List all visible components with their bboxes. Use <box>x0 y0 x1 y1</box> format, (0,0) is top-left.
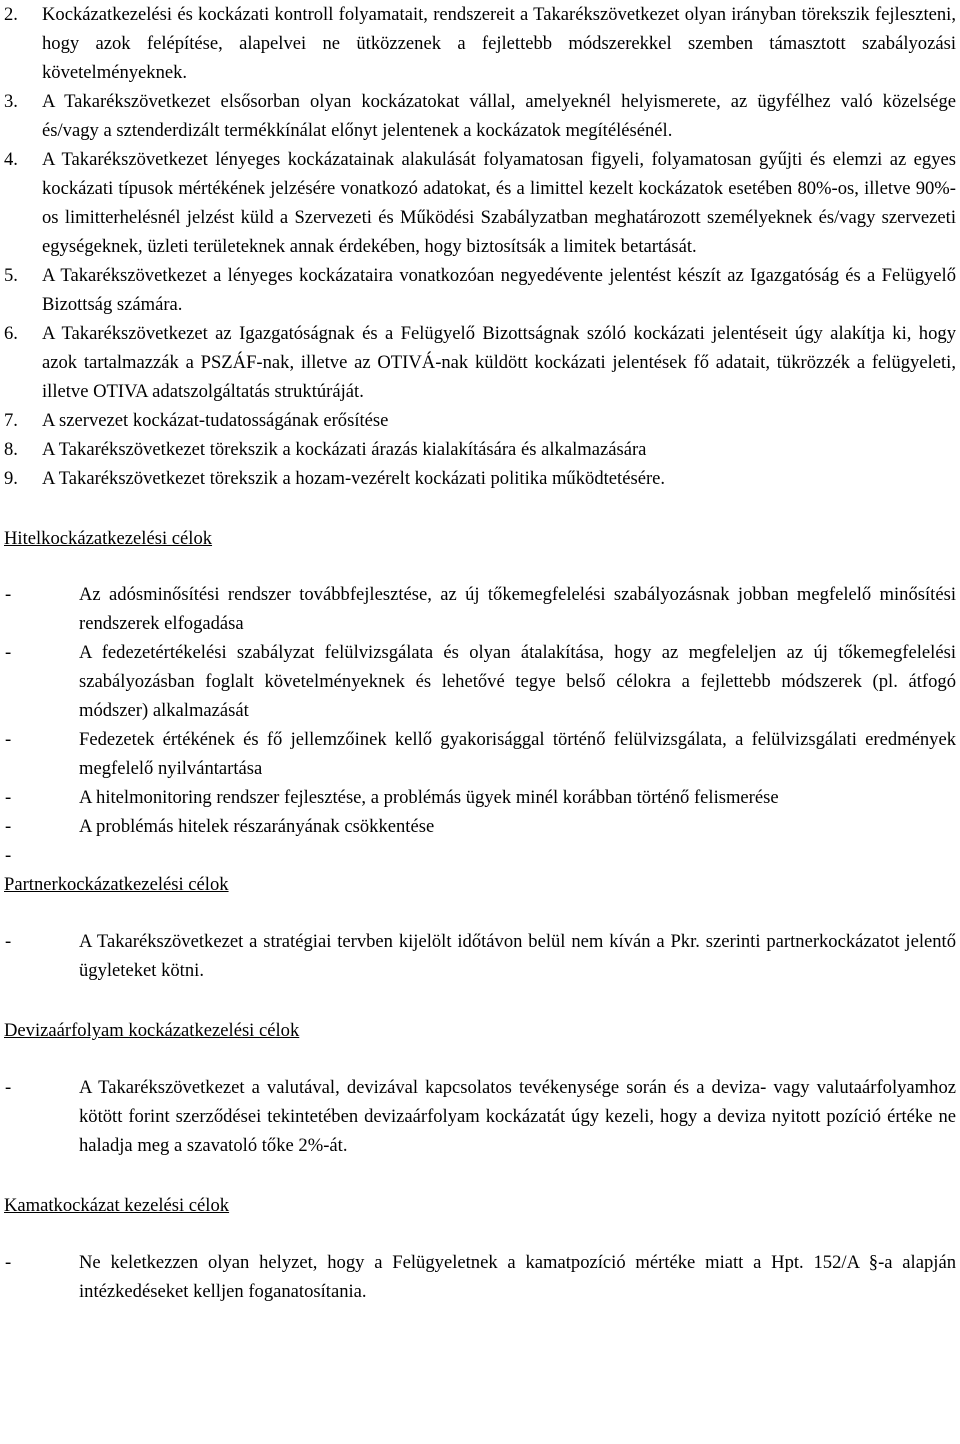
bullet-dash: - <box>5 931 12 952</box>
item-number: 9. <box>4 468 18 489</box>
list-item-text: Ne keletkezzen olyan helyzet, hogy a Felügyeletnek a kamatpozíció mértéke miatt a Hpt. 152/A §-a alapján intézkedéseket kelljen foganatosítania. <box>79 1252 956 1302</box>
numbered-item <box>4 145 956 261</box>
list-item-text: A problémás hitelek részarányának csökkentése <box>79 816 435 837</box>
bullet-dash: - <box>5 584 12 605</box>
numbered-item <box>4 464 956 493</box>
numbered-item <box>4 0 956 87</box>
spacer <box>4 1220 956 1248</box>
item-number: 8. <box>4 439 18 460</box>
bullet-list-deviza <box>4 1073 956 1160</box>
item-number: 3. <box>4 91 18 112</box>
spacer <box>4 1045 956 1073</box>
list-item-text: A hitelmonitoring rendszer fejlesztése, a problémás ügyek minél korábban történő felismerése <box>79 787 779 808</box>
section-title-deviza: Devizaárfolyam kockázatkezelési célok <box>4 1020 300 1041</box>
item-text: A Takarékszövetkezet elsősorban olyan kockázatokat vállal, amelyeknél helyismerete, az ügyfélhez való közelsége és/vagy a sztenderdizált termékkínálat előnyt jelentenek a kockázatok megítélésénél. <box>42 91 956 141</box>
list-item <box>4 580 956 638</box>
numbered-item <box>4 261 956 319</box>
numbered-item <box>4 319 956 406</box>
list-item <box>4 812 956 841</box>
bullet-dash: - <box>5 845 12 866</box>
item-number: 7. <box>4 410 18 431</box>
bullet-list-partner <box>4 927 956 985</box>
bullet-dash: - <box>5 729 12 750</box>
item-text: A Takarékszövetkezet a lényeges kockázataira vonatkozóan negyedévente jelentést készít az Igazgatóság és a Felügyelő Bizottság számára. <box>42 265 956 315</box>
item-text: A szervezet kockázat-tudatosságának erősítése <box>42 410 389 431</box>
item-number: 5. <box>4 265 18 286</box>
numbered-item <box>4 87 956 145</box>
list-item-text: Az adósminősítési rendszer továbbfejlesztése, az új tőkemegfelelési szabályozásnak jobban megfelelő minősítési rendszerek elfogadása <box>79 584 956 634</box>
list-item-text: Fedezetek értékének és fő jellemzőinek kellő gyakorisággal történő felülvizsgálata, a felülvizsgálati eredmények megfelelő nyilvántartása <box>79 729 956 779</box>
list-item-text: A Takarékszövetkezet a stratégiai tervben kijelölt időtávon belül nem kíván a Pkr. szerinti partnerkockázatot jelentő ügyleteket kötni. <box>79 931 956 981</box>
list-item <box>4 638 956 725</box>
list-item <box>4 1248 956 1306</box>
bullet-dash: - <box>5 787 12 808</box>
item-text: A Takarékszövetkezet törekszik a kockázati árazás kialakítására és alkalmazására <box>42 439 647 460</box>
list-item <box>4 783 956 812</box>
list-item-text: A fedezetértékelési szabályzat felülvizsgálata és olyan átalakítása, hogy az megfeleljen az új tőkemegfelelési szabályozásban foglalt követelményeknek és lehetővé tegye belső célokra a fejlettebb módszerek (pl. átfogó módszer) alkalmazását <box>79 642 956 721</box>
bullet-dash: - <box>5 816 12 837</box>
list-item <box>4 725 956 783</box>
bullet-list-kamat <box>4 1248 956 1306</box>
section-title-partner: Partnerkockázatkezelési célok <box>4 874 229 895</box>
item-text: A Takarékszövetkezet törekszik a hozam-vezérelt kockázati politika működtetésére. <box>42 468 666 489</box>
item-text: A Takarékszövetkezet lényeges kockázatainak alakulását folyamatosan figyeli, folyamatosan gyűjti és elemzi az egyes kockázati típusok mértékének jelzésére vonatkozó adatokat, és a limittel kezelt kockázatok esetében 80%-os, illetve 90%-os limitterhelésnél jelzést küld a Szervezeti és Működési Szabályzatban meghatározott személyeknek és/vagy szervezeti egységeknek, üzleti területeknek annak érdekében, hogy biztosítsák a limitek betartását. <box>42 149 956 257</box>
numbered-item <box>4 406 956 435</box>
section-title-hitel: Hitelkockázatkezelési célok <box>4 528 213 549</box>
item-number: 4. <box>4 149 18 170</box>
bullet-dash: - <box>5 1077 12 1098</box>
item-text: Kockázatkezelési és kockázati kontroll folyamatait, rendszereit a Takarékszövetkezet olyan irányban törekszik fejleszteni, hogy azok felépítése, alapelvei ne ütközzenek a fejlettebb módszerekkel szemben támasztott szabályozási követelményeknek. <box>42 4 956 83</box>
spacer <box>4 553 956 580</box>
item-text: A Takarékszövetkezet az Igazgatóságnak és a Felügyelő Bizottságnak szóló kockázati jelentéseit úgy alakítja ki, hogy azok tartalmazzák a PSZÁF-nak, illetve az OTIVÁ-nak küldött kockázati jelentések fő adatait, tükrözzék a felügyeleti, illetve OTIVA adatszolgáltatás struktúráját. <box>42 323 956 402</box>
bullet-list-hitel <box>4 580 956 870</box>
list-item <box>4 1073 956 1160</box>
section-title-kamat: Kamatkockázat kezelési célok <box>4 1195 230 1216</box>
spacer <box>4 493 956 524</box>
bullet-dash: - <box>5 1252 12 1273</box>
numbered-item <box>4 435 956 464</box>
item-number: 6. <box>4 323 18 344</box>
bullet-dash: - <box>5 642 12 663</box>
spacer <box>4 985 956 1016</box>
spacer <box>4 1160 956 1191</box>
spacer <box>4 899 956 927</box>
list-item <box>4 927 956 985</box>
list-item <box>4 841 956 870</box>
item-number: 2. <box>4 4 18 25</box>
list-item-text: A Takarékszövetkezet a valutával, devizával kapcsolatos tevékenysége során és a deviza- vagy valutaárfolyamhoz kötött forint szerződései tekintetében devizaárfolyam kockázatát úgy kezeli, hogy a deviza nyitott pozíció értéke ne haladja meg a szavatoló tőke 2%-át. <box>79 1077 956 1156</box>
numbered-list <box>4 0 956 493</box>
